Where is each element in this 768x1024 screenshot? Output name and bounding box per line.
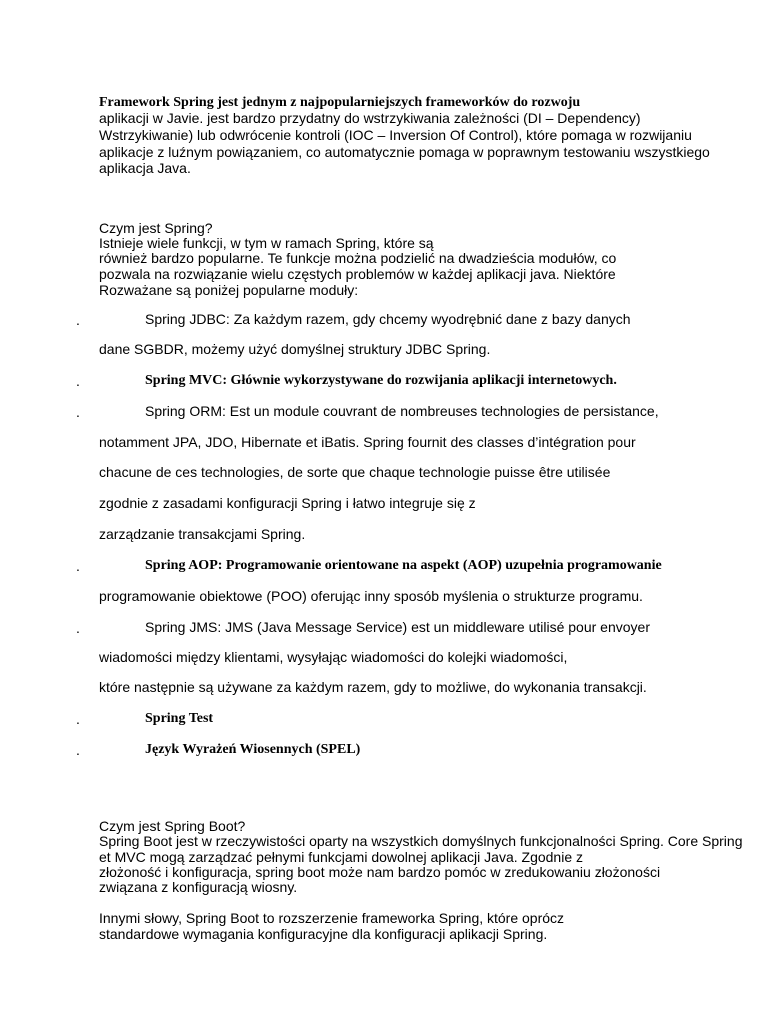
section2-line-2: et MVC mogą zarządzać pełnymi funkcjami dowolnej aplikacji Java. Zgodnie z xyxy=(99,849,583,865)
module-spel: Język Wyrażeń Wiosennych (SPEL) xyxy=(145,742,361,757)
section2-line-6: standardowe wymagania konfiguracyjne dla konfiguracji aplikacji Spring. xyxy=(99,926,548,942)
module-mvc: Spring MVC: Głównie wykorzystywane do rozwijania aplikacji internetowych. xyxy=(145,373,617,388)
bullet-marker: . xyxy=(76,742,80,758)
section1-line-3: pozwala na rozwiązanie wielu częstych problemów w każdej aplikacji java. Niektóre xyxy=(99,266,616,282)
bullet-marker: . xyxy=(76,404,80,420)
section2-line-5: Innymi słowy, Spring Boot to rozszerzenie frameworka Spring, które oprócz xyxy=(99,910,565,926)
section-heading-spring: Czym jest Spring? xyxy=(99,220,213,236)
section1-line-2: również bardzo popularne. Te funkcje można podzielić na dwadzieścia modułów, co xyxy=(99,250,617,266)
module-jdbc-line-1: Spring JDBC: Za każdym razem, gdy chcemy wyodrębnić dane z bazy danych xyxy=(145,311,631,327)
module-orm-line-3: chacune de ces technologies, de sorte que chaque technologie puisse être utilisée xyxy=(99,464,611,480)
section2-line-1: Spring Boot jest w rzeczywistości oparty na wszystkich domyślnych funkcjonalności Spring. Core Spring xyxy=(99,833,743,849)
section2-line-3: złożoność i konfiguracja, spring boot może nam bardzo pomóc w zredukowaniu złożoności xyxy=(99,864,661,880)
intro-line-1: Framework Spring jest jednym z najpopularniejszych frameworków do rozwoju xyxy=(99,95,581,110)
section2-line-4: związana z konfiguracją wiosny. xyxy=(99,879,298,895)
section1-line-1: Istnieje wiele funkcji, w tym w ramach Spring, które są xyxy=(99,235,434,251)
module-jms-line-1: Spring JMS: JMS (Java Message Service) est un middleware utilisé pour envoyer xyxy=(145,619,650,635)
module-jdbc-line-2: dane SGBDR, możemy użyć domyślnej struktury JDBC Spring. xyxy=(99,341,491,357)
module-orm-line-1: Spring ORM: Est un module couvrant de nombreuses technologies de persistance, xyxy=(145,403,659,419)
intro-line-3: Wstrzykiwanie) lub odwrócenie kontroli (IOC – Inversion Of Control), które pomaga w rozwijaniu xyxy=(99,127,692,143)
bullet-marker: . xyxy=(76,312,80,328)
bullet-marker: . xyxy=(76,711,80,727)
intro-line-4: aplikacje z luźnym powiązaniem, co automatycznie pomaga w poprawnym testowaniu wszystkiego xyxy=(99,144,710,160)
module-jms-line-3: które następnie są używane za każdym razem, gdy to możliwe, do wykonania transakcji. xyxy=(99,679,647,695)
module-aop-line-1: Spring AOP: Programowanie orientowane na aspekt (AOP) uzupełnia programowanie xyxy=(145,558,662,573)
module-orm-line-2: notamment JPA, JDO, Hibernate et iBatis. Spring fournit des classes d’intégration pour xyxy=(99,434,636,450)
intro-line-2: aplikacji w Javie. jest bardzo przydatny do wstrzykiwania zależności (DI – Dependency) xyxy=(99,110,641,126)
module-test: Spring Test xyxy=(145,711,214,726)
bullet-marker: . xyxy=(76,558,80,574)
bullet-marker: . xyxy=(76,373,80,389)
module-orm-line-5: zarządzanie transakcjami Spring. xyxy=(99,526,306,542)
section1-line-4: Rozważane są poniżej popularne moduły: xyxy=(99,282,359,298)
module-jms-line-2: wiadomości między klientami, wysyłając wiadomości do kolejki wiadomości, xyxy=(99,649,568,665)
module-orm-line-4: zgodnie z zasadami konfiguracji Spring i łatwo integruje się z xyxy=(99,495,476,511)
intro-line-5: aplikacja Java. xyxy=(99,160,191,176)
section-heading-spring-boot: Czym jest Spring Boot? xyxy=(99,818,246,834)
bullet-marker: . xyxy=(76,620,80,636)
module-aop-line-2: programowanie obiektowe (POO) oferując inny sposób myślenia o strukturze programu. xyxy=(99,588,643,604)
